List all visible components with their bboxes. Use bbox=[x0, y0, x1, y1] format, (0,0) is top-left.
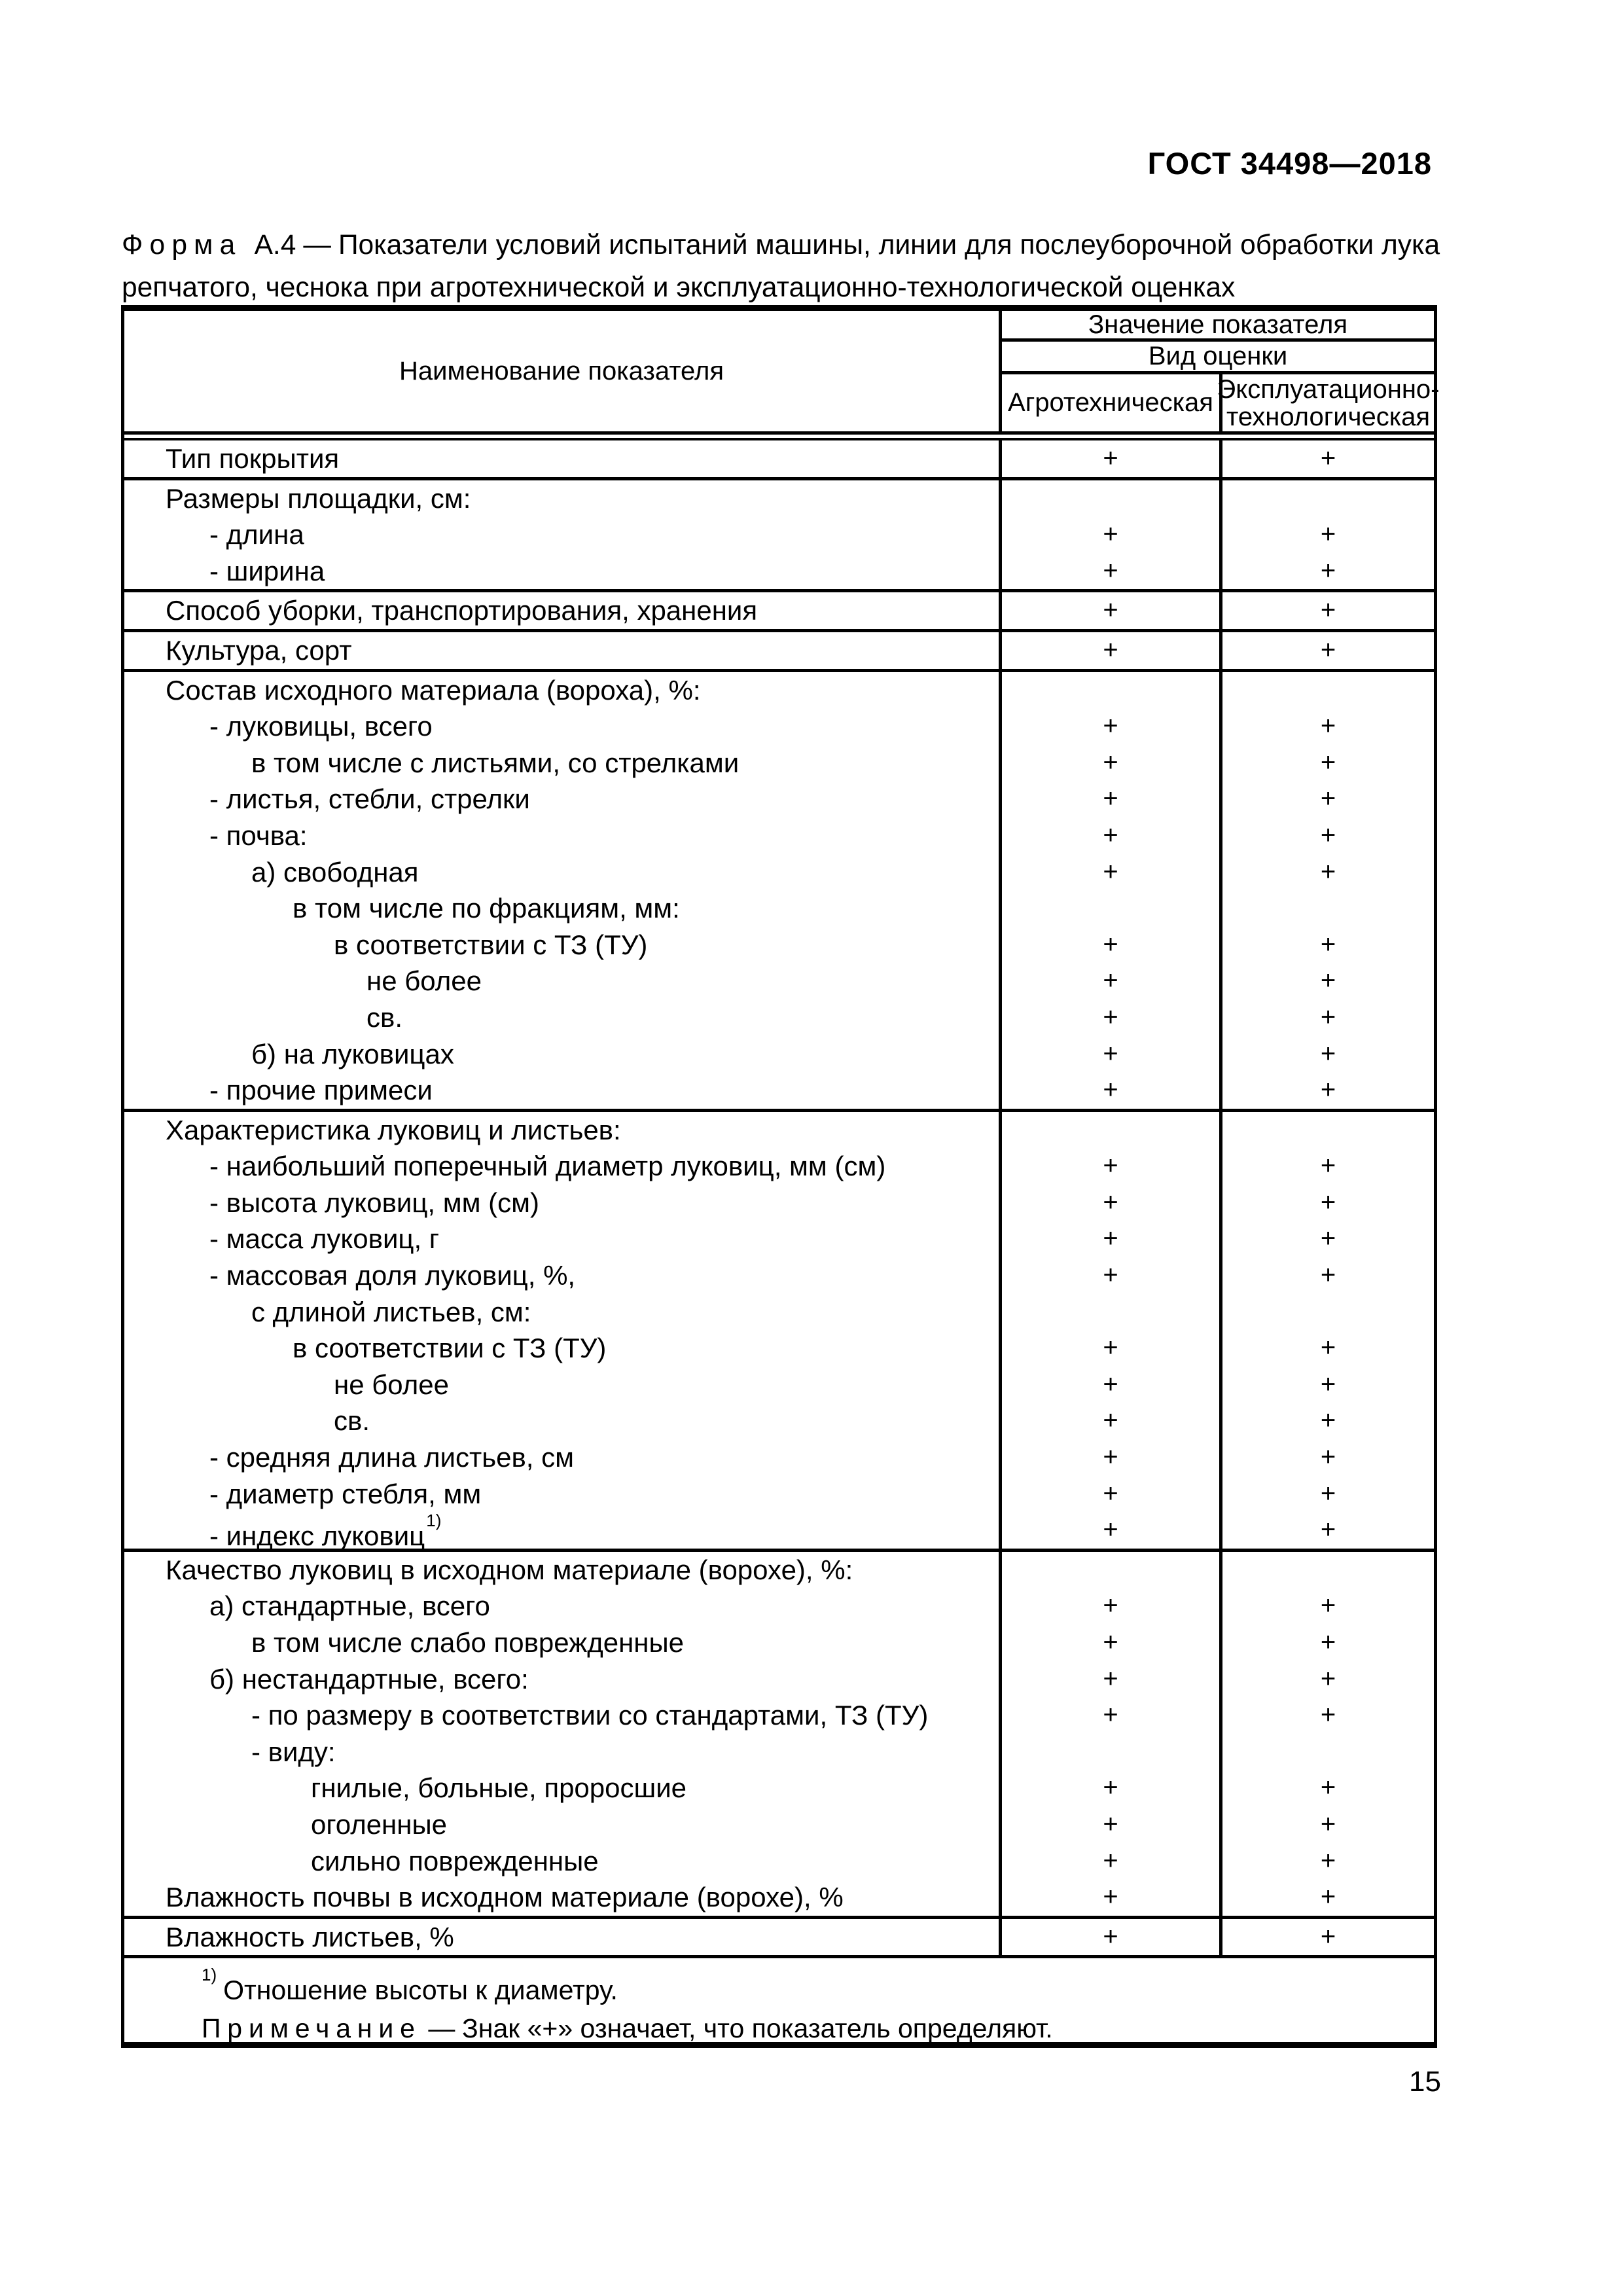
row-label bbox=[124, 1588, 999, 1624]
page-number: 15 bbox=[1409, 2066, 1441, 2098]
plus-mark bbox=[1222, 1294, 1434, 1331]
form-title bbox=[122, 224, 1446, 309]
plus-mark bbox=[1002, 480, 1219, 517]
table-section bbox=[124, 589, 1434, 629]
row-label-text: - почва: bbox=[209, 819, 308, 851]
row-label-text: не более bbox=[334, 1369, 449, 1400]
row-label-text: - по размеру в соответствии со стандартами, ТЗ (ТУ) bbox=[251, 1700, 929, 1731]
header-kind-col: Вид оценки bbox=[999, 342, 1434, 374]
name-column bbox=[124, 440, 999, 477]
name-column bbox=[124, 592, 999, 629]
plus-mark: + bbox=[1103, 1443, 1118, 1472]
note-line bbox=[202, 2009, 1408, 2047]
row-label-text: в том числе с листьями, со стрелками bbox=[251, 747, 740, 778]
plus-mark: + bbox=[1320, 556, 1336, 585]
plus-mark: + bbox=[1320, 1039, 1336, 1068]
row-label bbox=[124, 480, 999, 517]
plus-mark: + bbox=[1320, 966, 1336, 996]
plus-mark: + bbox=[1103, 1882, 1118, 1912]
row-label bbox=[124, 781, 999, 817]
plus-mark: + bbox=[1320, 1846, 1336, 1875]
row-label bbox=[124, 1036, 999, 1073]
exp-column bbox=[1219, 592, 1434, 629]
plus-mark bbox=[1002, 1552, 1219, 1588]
name-column bbox=[124, 672, 999, 1109]
row-label bbox=[124, 927, 999, 963]
plus-mark: + bbox=[1320, 1479, 1336, 1508]
plus-mark: + bbox=[1103, 857, 1118, 886]
plus-mark: + bbox=[1103, 444, 1118, 473]
header-value-col: Значение показателя bbox=[999, 311, 1434, 342]
form-label: Форма bbox=[122, 230, 242, 260]
row-label bbox=[124, 1112, 999, 1149]
form-number: А.4 bbox=[254, 230, 296, 260]
table-section bbox=[124, 477, 1434, 590]
row-label-text: Культура, сорт bbox=[166, 634, 352, 666]
header-col-exp: Эксплуатационно-технологическая bbox=[1217, 374, 1440, 431]
form-title-text: Показатели условий испытаний машины, линии для послеуборочной обработки лука репчатого, чеснока при агротехнической и эксплуатационно-технологической оценках bbox=[122, 230, 1440, 303]
row-label-text: - средняя длина листьев, см bbox=[209, 1442, 574, 1473]
plus-mark bbox=[1222, 890, 1434, 927]
plus-mark: + bbox=[1103, 1002, 1118, 1031]
plus-mark: + bbox=[1103, 820, 1118, 850]
plus-mark: + bbox=[1103, 1479, 1118, 1508]
plus-mark: + bbox=[1320, 1002, 1336, 1031]
row-label bbox=[124, 553, 999, 590]
row-label-text: св. bbox=[334, 1405, 370, 1437]
row-label bbox=[124, 1697, 999, 1734]
table-body bbox=[124, 440, 1434, 1955]
table-section bbox=[124, 669, 1434, 1109]
header-name-col: Наименование показателя bbox=[399, 356, 724, 386]
note-text: Знак «+» означает, что показатель определяют. bbox=[462, 2013, 1053, 2043]
plus-mark: + bbox=[1103, 929, 1118, 959]
row-label-text: - массовая доля луковиц, %, bbox=[209, 1260, 576, 1291]
plus-mark: + bbox=[1320, 1700, 1336, 1730]
row-label bbox=[124, 1185, 999, 1221]
plus-mark: + bbox=[1320, 1224, 1336, 1253]
exp-column bbox=[1219, 1552, 1434, 1916]
plus-mark bbox=[1222, 1734, 1434, 1770]
row-label bbox=[124, 1072, 999, 1109]
row-label bbox=[124, 963, 999, 999]
row-label-text: Состав исходного материала (вороха), %: bbox=[166, 674, 701, 706]
plus-mark bbox=[1002, 1734, 1219, 1770]
row-label bbox=[124, 817, 999, 854]
agro-column bbox=[999, 440, 1219, 477]
plus-mark: + bbox=[1103, 635, 1118, 664]
row-label bbox=[124, 745, 999, 781]
row-label bbox=[124, 440, 999, 477]
row-label-text: а) свободная bbox=[251, 856, 419, 888]
plus-mark: + bbox=[1320, 596, 1336, 625]
row-label-text: - листья, стебли, стрелки bbox=[209, 783, 530, 815]
plus-mark: + bbox=[1320, 1333, 1336, 1363]
em-dash: — bbox=[303, 230, 331, 260]
plus-mark: + bbox=[1103, 1700, 1118, 1730]
plus-mark bbox=[1002, 1294, 1219, 1331]
plus-mark: + bbox=[1320, 1443, 1336, 1472]
row-label bbox=[124, 1843, 999, 1880]
row-label bbox=[124, 708, 999, 745]
footnote-line bbox=[202, 1965, 1408, 2009]
plus-mark: + bbox=[1320, 1773, 1336, 1803]
agro-column bbox=[999, 592, 1219, 629]
row-label bbox=[124, 1476, 999, 1513]
row-label bbox=[124, 1734, 999, 1770]
plus-mark: + bbox=[1320, 1664, 1336, 1693]
row-label bbox=[124, 1221, 999, 1257]
plus-mark: + bbox=[1320, 444, 1336, 473]
row-label bbox=[124, 854, 999, 891]
plus-mark bbox=[1002, 1112, 1219, 1149]
row-label bbox=[124, 1439, 999, 1476]
plus-mark: + bbox=[1320, 1922, 1336, 1951]
row-label bbox=[124, 1330, 999, 1367]
row-label-text: Тип покрытия bbox=[166, 443, 340, 474]
plus-mark: + bbox=[1320, 1406, 1336, 1435]
exp-column bbox=[1219, 632, 1434, 669]
plus-mark: + bbox=[1103, 1151, 1118, 1181]
row-label-text: б) нестандартные, всего: bbox=[209, 1663, 529, 1695]
plus-mark: + bbox=[1103, 1075, 1118, 1105]
row-label-text: Качество луковиц в исходном материале (ворохе), %: bbox=[166, 1554, 853, 1585]
row-label-text: Способ уборки, транспортирования, хранения bbox=[166, 595, 758, 626]
plus-mark: + bbox=[1320, 1515, 1336, 1545]
row-label-text: Влажность листьев, % bbox=[166, 1921, 454, 1952]
row-label-text: - высота луковиц, мм (см) bbox=[209, 1187, 539, 1218]
plus-mark: + bbox=[1320, 1075, 1336, 1105]
plus-mark: + bbox=[1103, 1224, 1118, 1253]
plus-mark: + bbox=[1103, 1515, 1118, 1545]
exp-column bbox=[1219, 480, 1434, 590]
row-label-text: в том числе слабо поврежденные bbox=[251, 1627, 685, 1658]
name-column bbox=[124, 480, 999, 590]
footnote-marker: 1) bbox=[202, 1965, 217, 1985]
table-section bbox=[124, 1109, 1434, 1552]
plus-mark: + bbox=[1320, 635, 1336, 664]
row-label bbox=[124, 1661, 999, 1698]
plus-mark bbox=[1002, 672, 1219, 709]
row-label-text: с длиной листьев, см: bbox=[251, 1296, 531, 1327]
plus-mark: + bbox=[1103, 1809, 1118, 1839]
plus-mark bbox=[1222, 1112, 1434, 1149]
plus-mark: + bbox=[1320, 784, 1336, 814]
row-label bbox=[124, 516, 999, 553]
plus-mark: + bbox=[1103, 1773, 1118, 1803]
row-label bbox=[124, 1879, 999, 1916]
row-label-text: - длина bbox=[209, 519, 304, 550]
plus-mark: + bbox=[1320, 1261, 1336, 1290]
exp-column bbox=[1219, 672, 1434, 1109]
double-rule bbox=[124, 431, 1434, 440]
plus-mark: + bbox=[1320, 1809, 1336, 1839]
plus-mark: + bbox=[1320, 857, 1336, 886]
row-label bbox=[124, 1806, 999, 1843]
footnote-text: Отношение высоты к диаметру. bbox=[223, 1975, 618, 2005]
plus-mark: + bbox=[1320, 1628, 1336, 1657]
doc-code: ГОСТ 34498—2018 bbox=[1147, 146, 1432, 181]
row-label-text: Характеристика луковиц и листьев: bbox=[166, 1114, 621, 1145]
plus-mark: + bbox=[1103, 1406, 1118, 1435]
indicators-table bbox=[121, 305, 1440, 2048]
exp-column bbox=[1219, 1112, 1434, 1549]
row-label bbox=[124, 1552, 999, 1588]
row-label-text: - луковицы, всего bbox=[209, 711, 433, 742]
row-label-text: - прочие примеси bbox=[209, 1075, 433, 1106]
agro-column bbox=[999, 1112, 1219, 1549]
row-label bbox=[124, 1367, 999, 1403]
plus-mark bbox=[1222, 672, 1434, 709]
agro-column bbox=[999, 632, 1219, 669]
plus-mark bbox=[1222, 480, 1434, 517]
row-label bbox=[124, 1403, 999, 1439]
row-label bbox=[124, 1511, 999, 1552]
table-header bbox=[124, 310, 1440, 431]
plus-mark: + bbox=[1320, 1591, 1336, 1621]
plus-mark: + bbox=[1320, 1151, 1336, 1181]
row-label bbox=[124, 1148, 999, 1185]
plus-mark: + bbox=[1103, 784, 1118, 814]
row-label-text: сильно поврежденные bbox=[311, 1845, 599, 1876]
agro-column bbox=[999, 1919, 1219, 1956]
name-column bbox=[124, 1112, 999, 1552]
table-section bbox=[124, 1549, 1434, 1916]
plus-mark: + bbox=[1103, 1039, 1118, 1068]
plus-mark: + bbox=[1103, 1846, 1118, 1875]
row-label-text: а) стандартные, всего bbox=[209, 1590, 490, 1622]
plus-mark: + bbox=[1320, 820, 1336, 850]
row-label-text: - виду: bbox=[251, 1736, 336, 1767]
plus-mark: + bbox=[1320, 1882, 1336, 1912]
agro-column bbox=[999, 1552, 1219, 1916]
row-label-text: св. bbox=[366, 1001, 402, 1033]
row-label bbox=[124, 1257, 999, 1294]
plus-mark: + bbox=[1320, 520, 1336, 549]
row-label-text: - наибольший поперечный диаметр луковиц, мм (см) bbox=[209, 1151, 886, 1182]
row-label bbox=[124, 1770, 999, 1806]
row-label-text: - масса луковиц, г bbox=[209, 1223, 440, 1255]
footnote-ref: 1) bbox=[426, 1511, 442, 1531]
plus-mark: + bbox=[1103, 556, 1118, 585]
plus-mark: + bbox=[1103, 520, 1118, 549]
row-label bbox=[124, 1624, 999, 1661]
agro-column bbox=[999, 672, 1219, 1109]
exp-column bbox=[1219, 1919, 1434, 1956]
row-label-text: оголенные bbox=[311, 1808, 447, 1840]
row-label bbox=[124, 632, 999, 669]
plus-mark: + bbox=[1103, 1369, 1118, 1399]
row-label-text: в соответствии с ТЗ (ТУ) bbox=[293, 1333, 607, 1364]
plus-mark: + bbox=[1103, 1664, 1118, 1693]
row-label-text: б) на луковицах bbox=[251, 1038, 454, 1069]
row-label bbox=[124, 999, 999, 1036]
plus-mark: + bbox=[1103, 1591, 1118, 1621]
row-label-text: не более bbox=[366, 965, 482, 997]
plus-mark: + bbox=[1103, 966, 1118, 996]
plus-mark: + bbox=[1103, 747, 1118, 777]
name-column bbox=[124, 1552, 999, 1916]
plus-mark: + bbox=[1320, 711, 1336, 741]
plus-mark: + bbox=[1103, 1187, 1118, 1217]
row-label-text: - ширина bbox=[209, 555, 325, 586]
row-label-text: в том числе по фракциям, мм: bbox=[293, 893, 680, 924]
plus-mark: + bbox=[1320, 929, 1336, 959]
name-column bbox=[124, 632, 999, 669]
name-column bbox=[124, 1919, 999, 1956]
plus-mark: + bbox=[1320, 1187, 1336, 1217]
plus-mark bbox=[1002, 890, 1219, 927]
row-label bbox=[124, 592, 999, 629]
row-label bbox=[124, 890, 999, 927]
em-dash: — bbox=[428, 2013, 455, 2043]
row-label-text: Размеры площадки, см: bbox=[166, 482, 471, 514]
table-footnote bbox=[124, 1955, 1434, 2042]
plus-mark: + bbox=[1103, 1333, 1118, 1363]
plus-mark: + bbox=[1103, 596, 1118, 625]
table-section bbox=[124, 440, 1434, 477]
exp-column bbox=[1219, 440, 1434, 477]
note-label: Примечание bbox=[202, 2013, 421, 2043]
row-label-text: - диаметр стебля, мм bbox=[209, 1478, 482, 1509]
row-label bbox=[124, 1919, 999, 1956]
plus-mark: + bbox=[1103, 1922, 1118, 1951]
plus-mark: + bbox=[1320, 747, 1336, 777]
plus-mark: + bbox=[1103, 711, 1118, 741]
plus-mark: + bbox=[1103, 1628, 1118, 1657]
plus-mark: + bbox=[1103, 1261, 1118, 1290]
row-label-text: - индекс луковиц bbox=[209, 1520, 425, 1552]
row-label-text: Влажность почвы в исходном материале (ворохе), % bbox=[166, 1882, 844, 1913]
header-col-agro: Агротехническая bbox=[999, 374, 1219, 431]
table-section bbox=[124, 629, 1434, 669]
row-label-text: в соответствии с ТЗ (ТУ) bbox=[334, 929, 648, 960]
agro-column bbox=[999, 480, 1219, 590]
plus-mark: + bbox=[1320, 1369, 1336, 1399]
row-label-text: гнилые, больные, проросшие bbox=[311, 1772, 687, 1804]
row-label bbox=[124, 672, 999, 709]
table-section bbox=[124, 1916, 1434, 1956]
plus-mark bbox=[1222, 1552, 1434, 1588]
row-label bbox=[124, 1294, 999, 1331]
